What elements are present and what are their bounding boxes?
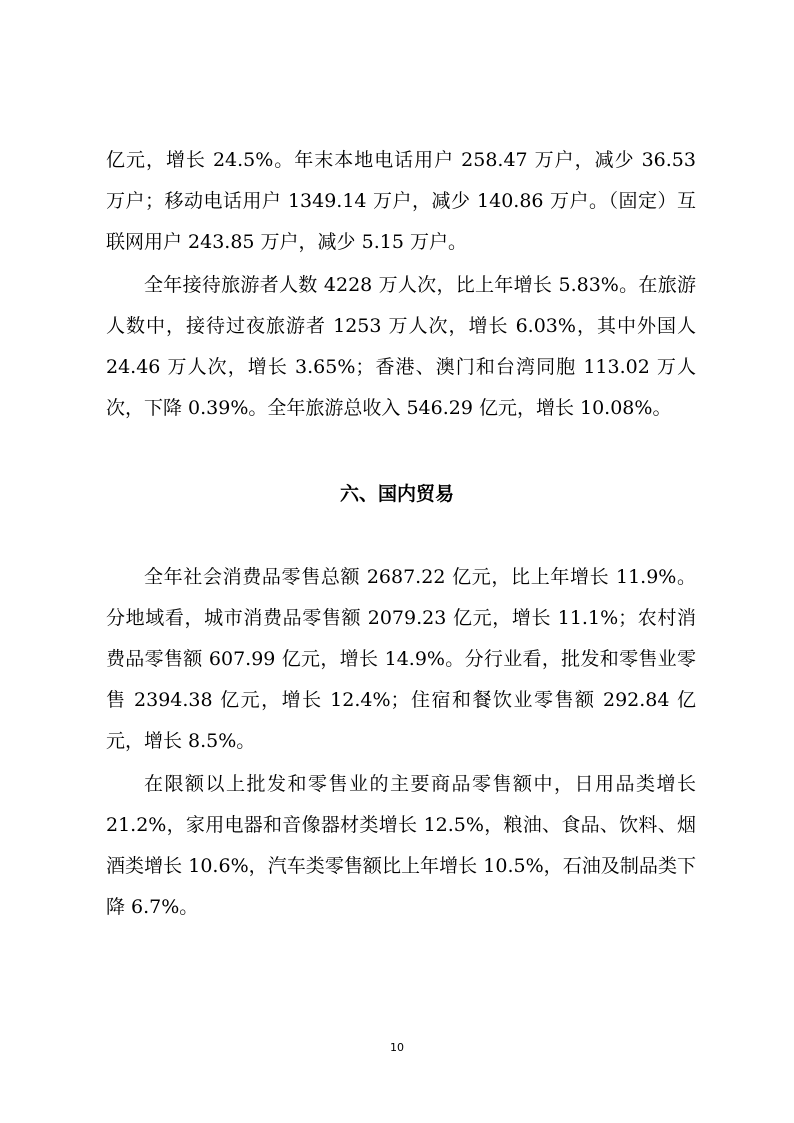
paragraph-telecom: 亿元，增长 24.5%。年末本地电话用户 258.47 万户，减少 36.53 万户；移动电话用户 1349.14 万户，减少 140.86 万户。（固定）互联网用户 243.85 万户，减少 5.15 万户。 xyxy=(106,149,696,253)
paragraph-retail-sales: 全年社会消费品零售总额 2687.22 亿元，比上年增长 11.9%。分地域看，城市消费品零售额 2079.23 亿元，增长 11.1%；农村消费品零售额 607.99 亿元，增长 14.9%。分行业看，批发和零售业零售 2394.38 亿元，增长 12.4%；住宿和餐饮业零售额 292.84 亿元，增长 8.5%。 xyxy=(106,566,696,752)
paragraph-commodity-sales: 在限额以上批发和零售业的主要商品零售额中，日用品类增长 21.2%，家用电器和音像器材类增长 12.5%，粮油、食品、饮料、烟酒类增长 10.6%，汽车类零售额比上年增长 10.5%，石油及制品类下降 6.7%。 xyxy=(106,773,696,918)
section-heading: 六、国内贸易 xyxy=(339,483,454,505)
page-number: 10 xyxy=(390,1041,404,1054)
paragraph-tourism: 全年接待旅游者人数 4228 万人次，比上年增长 5.83%。在旅游人数中，接待过夜旅游者 1253 万人次，增长 6.03%，其中外国人 24.46 万人次，增长 3.65%；香港、澳门和台湾同胞 113.02 万人次，下降 0.39%。全年旅游总收入 546.29 亿元，增长 10.08%。 xyxy=(106,274,696,419)
